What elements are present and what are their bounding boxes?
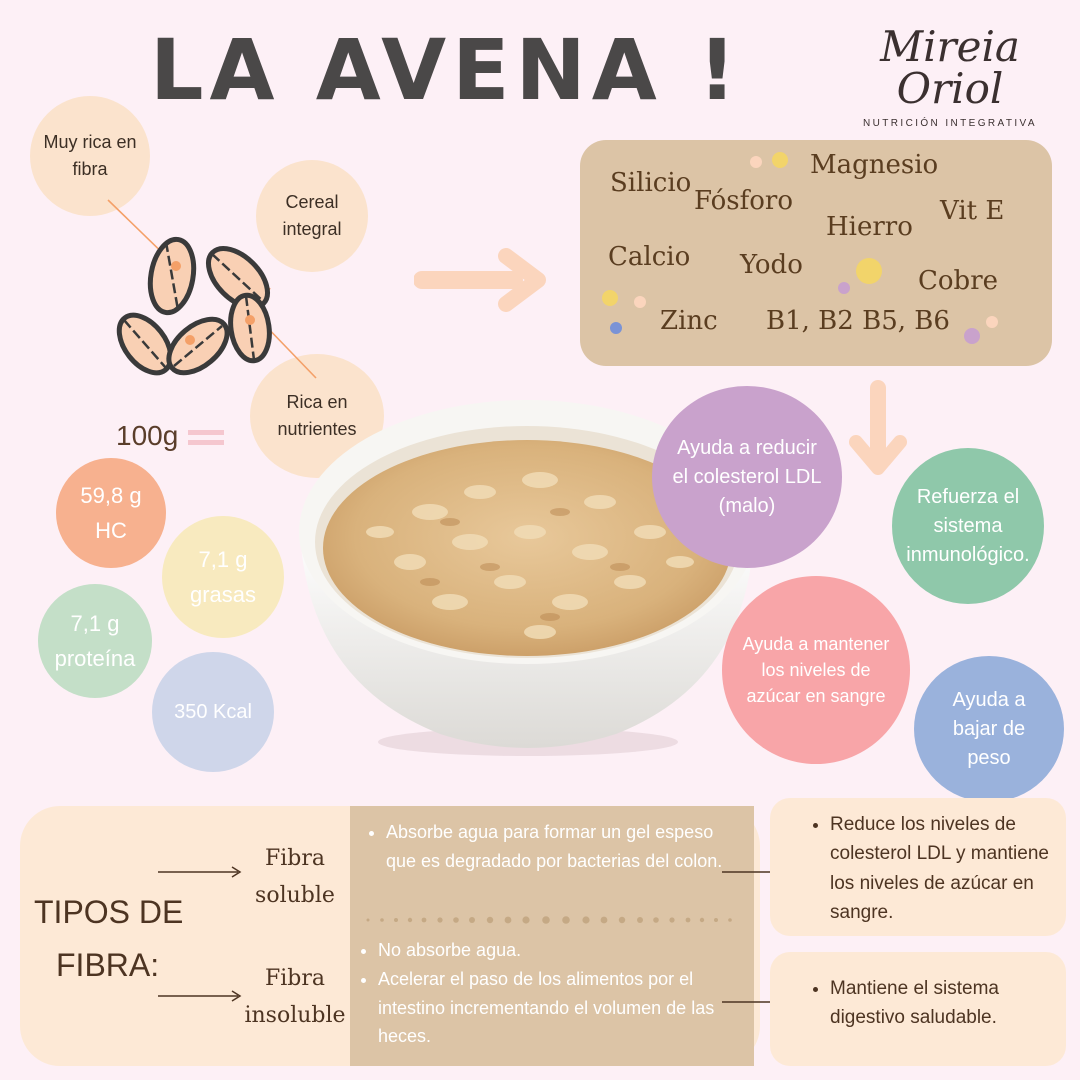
weight-benefit-label: Ayuda a bajar de peso (952, 688, 1026, 769)
protein-label: 7,1 g proteína (54, 610, 136, 671)
fats-circle (162, 516, 284, 638)
page-title: LA AVENA ! (150, 21, 743, 119)
carbs-label: 59,8 g HC (80, 482, 142, 543)
sugar-benefit-label: Ayuda a mantener los niveles de azúcar en sangre (742, 633, 890, 707)
arrow-down-icon (846, 380, 910, 480)
protein-circle (38, 584, 152, 698)
fiber-heading-line-1: TIPOS DE (34, 894, 184, 930)
decorative-dot (772, 152, 788, 168)
decorative-dot (602, 290, 618, 306)
fiber-types-heading (34, 886, 183, 992)
calories-circle (152, 652, 274, 772)
mineral-zinc: Zinc (660, 306, 718, 336)
equals-icon (188, 430, 224, 445)
immune-benefit-label: Refuerza el sistema inmunológico. (906, 485, 1030, 566)
soluble-fiber-label: Fibra soluble (255, 846, 335, 909)
list-item: • Acelerar el paso de los alimentos por el intestino incrementando el volumen de las heces. (378, 965, 762, 1051)
decorative-dot (750, 156, 762, 168)
insoluble-fiber-points (356, 936, 762, 1051)
mineral-magnesio: Magnesio (810, 150, 939, 180)
mineral-fosforo: Fósforo (694, 186, 793, 216)
fiber-heading-line-2: FIBRA: (56, 946, 160, 983)
brand-name: Mireia Oriol (880, 22, 1020, 113)
portion-label (116, 420, 224, 452)
list-item: • Mantiene el sistema digestivo saludable. (830, 974, 1056, 1033)
dotted-divider (362, 914, 742, 926)
decorative-dot (856, 258, 882, 284)
insoluble-effect-list (770, 952, 1066, 1033)
mineral-vit-e: Vit E (940, 196, 1005, 226)
insoluble-effect-box (770, 952, 1066, 1066)
insoluble-fiber-label: Fibra insoluble (244, 966, 346, 1029)
decorative-dot (964, 328, 980, 344)
brand-subtitle: NUTRICIÓN INTEGRATIVA (863, 118, 1037, 129)
fiber-rich-label: Muy rica en fibra (43, 132, 137, 179)
decorative-dot (610, 322, 622, 334)
list-item: • Absorbe agua para formar un gel espeso que es degradado por bacterias del colon. (386, 818, 746, 876)
cholesterol-benefit-label: Ayuda a reducir el colesterol LDL (malo) (672, 436, 822, 517)
immune-benefit-circle (892, 448, 1044, 604)
sugar-benefit-circle (722, 576, 910, 764)
arrow-right-icon (414, 248, 554, 312)
soluble-fiber-points (364, 818, 746, 876)
mineral-vitamins-b: B1, B2 B5, B6 (766, 306, 950, 336)
cholesterol-benefit-circle (652, 386, 842, 568)
list-item: • No absorbe agua. (378, 936, 762, 965)
nutrient-rich-label: Rica en nutrientes (277, 392, 357, 439)
soluble-effect-list (770, 798, 1066, 928)
calories-label: 350 Kcal (174, 701, 252, 723)
decorative-dot (986, 316, 998, 328)
mineral-hierro: Hierro (826, 212, 913, 242)
decorative-dot (838, 282, 850, 294)
weight-benefit-circle (914, 656, 1064, 802)
mineral-cobre: Cobre (918, 266, 999, 296)
list-item: • Reduce los niveles de colesterol LDL y mantiene los niveles de azúcar en sangre. (830, 810, 1056, 928)
minerals-box (580, 140, 1052, 366)
whole-grain-label: Cereal integral (282, 192, 342, 239)
mineral-calcio: Calcio (608, 242, 691, 272)
brand-logo (840, 22, 1060, 129)
carbs-circle (56, 458, 166, 568)
fats-label: 7,1 g grasas (189, 546, 257, 607)
arrow-right-icon (156, 986, 246, 1006)
mineral-yodo: Yodo (740, 250, 803, 280)
arrow-right-icon (156, 862, 246, 882)
decorative-dot (634, 296, 646, 308)
soluble-effect-box (770, 798, 1066, 936)
mineral-silicio: Silicio (610, 168, 692, 198)
oat-grains-icon (100, 180, 320, 390)
portion-value: 100g (116, 420, 179, 451)
